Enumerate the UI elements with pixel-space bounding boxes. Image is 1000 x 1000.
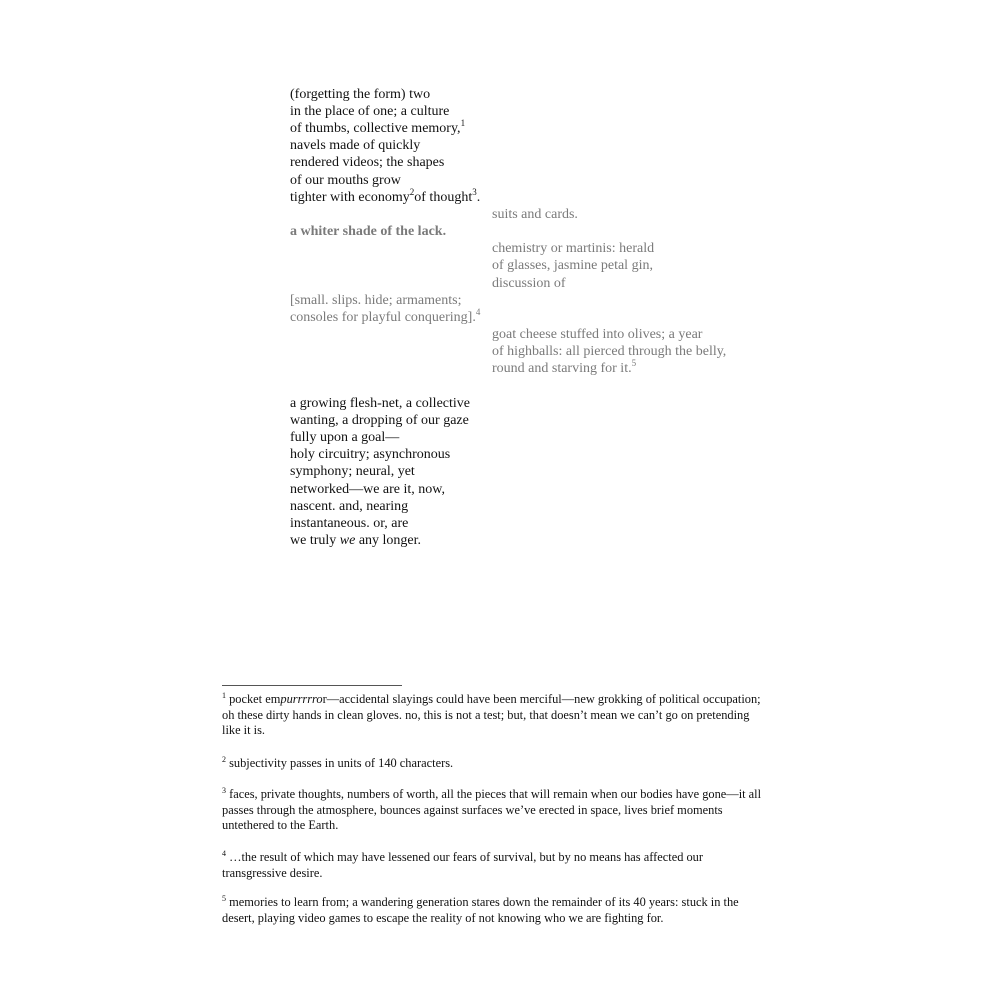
poem-line-bracket (290, 309, 480, 326)
footnote-mark-3[interactable]: 3 (472, 187, 477, 197)
poem-line-right (492, 360, 636, 377)
poem-line-bold: a whiter shade of the lack. (290, 224, 447, 239)
footnote-mark-2[interactable]: 2 (409, 187, 415, 197)
footnote-mark-4[interactable]: 4 (475, 307, 481, 317)
poem-line-right: goat cheese stuffed into olives; a year (492, 327, 703, 342)
poem-line: symphony; neural, yet (290, 464, 415, 479)
poem-line-text: . (476, 190, 481, 205)
poem-line-text: we truly (290, 533, 340, 548)
footnote-number: 3 (222, 786, 226, 795)
footnote-number: 1 (222, 691, 226, 700)
footnote-4 (222, 850, 762, 881)
footnote-number: 2 (222, 755, 226, 764)
poem-line-bracket: [small. slips. hide; armaments; (290, 293, 462, 308)
footnote-text: subjectivity passes in units of 140 characters. (226, 756, 454, 770)
poem-line-text: of thought (414, 190, 473, 205)
poem-line: rendered videos; the shapes (290, 155, 445, 170)
footnote-2 (222, 756, 762, 772)
poem-line: a growing flesh-net, a collective (290, 396, 470, 411)
poem-line-text: round and starving for it. (492, 361, 632, 376)
poem-line-right: of glasses, jasmine petal gin, (492, 258, 653, 273)
footnote-divider (222, 685, 402, 686)
poem-line: networked—we are it, now, (290, 482, 445, 497)
footnote-text: …the result of which may have lessened our fears of survival, but by no means has affected our transgressive desire. (222, 850, 704, 880)
poem-line-right: discussion of (492, 276, 566, 291)
poem-line: holy circuitry; asynchronous (290, 447, 451, 462)
footnote-emphasis: purrrrro (280, 692, 323, 706)
footnote-number: 4 (222, 849, 226, 858)
poem-line: nascent. and, nearing (290, 499, 409, 514)
footnote-number: 5 (222, 894, 226, 903)
poem-line-right: chemistry or martinis: herald (492, 241, 655, 256)
footnote-3 (222, 787, 762, 834)
footnote-mark-5[interactable]: 5 (631, 358, 637, 368)
footnote-text: faces, private thoughts, numbers of worth, all the pieces that will remain when our bodies have gone—it all passes through the atmosphere, bounces against surfaces we’ve erected in space, lives brief moments untethered to the Earth. (222, 787, 762, 832)
poem-line (290, 120, 465, 137)
footnote-text: pocket em (226, 692, 281, 706)
poem-line-text: tighter with economy (290, 190, 410, 205)
poem-line-text: any longer. (355, 533, 422, 548)
footnote-text: r—accidental slayings could have been merciful—new grokking of political occupation; oh these dirty hands in clean gloves. no, this is not a test; but, that doesn’t mean we can’t go on pretending like it is. (222, 692, 761, 737)
poem-line: fully upon a goal— (290, 430, 400, 445)
poem-line-last (290, 532, 421, 549)
poem-line-text: of thumbs, collective memory, (290, 121, 461, 136)
poem-line (290, 189, 480, 206)
poem-line: (forgetting the form) two (290, 87, 431, 102)
footnote-1 (222, 692, 762, 739)
footnote-5 (222, 895, 762, 926)
poem-line: instantaneous. or, are (290, 516, 409, 531)
poem-emphasis: we (339, 533, 356, 548)
footnote-text: memories to learn from; a wandering generation stares down the remainder of its 40 years: stuck in the desert, playing video games to escape the reality of not knowing who we are fighting for. (222, 895, 739, 925)
poem-line: in the place of one; a culture (290, 104, 450, 119)
poem-line-right: suits and cards. (492, 207, 578, 222)
poem-line: wanting, a dropping of our gaze (290, 413, 469, 428)
poem-line: navels made of quickly (290, 138, 421, 153)
poem-line-right: of highballs: all pierced through the belly, (492, 344, 727, 359)
poem-line-text: consoles for playful conquering]. (290, 310, 476, 325)
poem-line: of our mouths grow (290, 173, 401, 188)
footnote-mark-1[interactable]: 1 (460, 118, 466, 128)
